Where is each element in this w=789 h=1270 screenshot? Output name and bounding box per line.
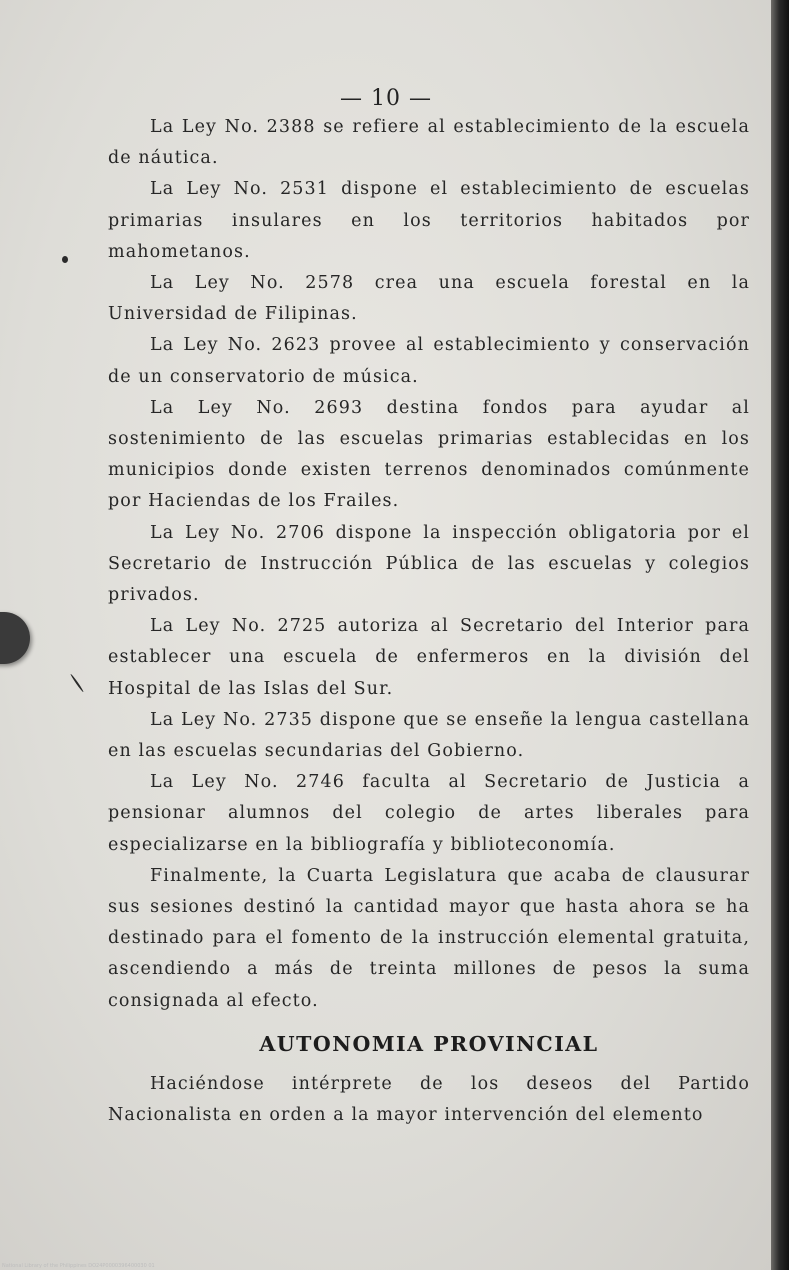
paragraph-ley-2706: La Ley No. 2706 dispone la inspección obligatoria por el Secretario de Instrucción Pública de las escuelas y colegios privados.: [108, 522, 750, 606]
paragraph-ley-2725: La Ley No. 2725 autoriza al Secretario del Interior para establecer una escuela de enfermeros en la división del Hospital de las Islas del Sur.: [108, 616, 750, 699]
ink-speck: [62, 256, 68, 263]
ink-scratch: [70, 673, 84, 692]
paragraph-finalmente: Finalmente, la Cuarta Legislatura que acaba de clausurar sus sesiones destinó la cantidad mayor que hasta ahora se ha destinado para el fomento de la instrucción elemental gratuita, ascendiendo a más de treinta millones de pesos la suma consignada al efecto.: [108, 865, 750, 1011]
body-text: [108, 112, 750, 1132]
paragraph-haciendose: Haciéndose intérprete de los deseos del Partido Nacionalista en orden a la mayor intervención del elemento: [108, 1074, 750, 1126]
binding-hole: [0, 612, 30, 664]
paragraph-ley-2388: La Ley No. 2388 se refiere al establecimiento de la escuela de náutica.: [108, 117, 750, 169]
footer-caption: National Library of the Philippines DO24P0000396400030 01: [2, 1263, 155, 1269]
paragraph-ley-2746: La Ley No. 2746 faculta al Secretario de Justicia a pensionar alumnos del colegio de artes liberales para especializarse en la bibliografía y biblioteconomía.: [108, 772, 750, 855]
paragraph-ley-2623: La Ley No. 2623 provee al establecimiento y conservación de un conservatorio de música.: [108, 335, 750, 387]
paragraph-ley-2693: La Ley No. 2693 destina fondos para ayudar al sostenimiento de las escuelas primarias establecidas en los municipios donde existen terrenos denominados comúnmente por Haciendas de los Frailes.: [108, 397, 750, 512]
paragraph-ley-2735: La Ley No. 2735 dispone que se enseñe la lengua castellana en las escuelas secundarias del Gobierno.: [108, 709, 750, 762]
paragraph-ley-2578: La Ley No. 2578 crea una escuela forestal en la Universidad de Filipinas.: [108, 273, 750, 325]
paragraph-ley-2531: La Ley No. 2531 dispone el establecimiento de escuelas primarias insulares en los territorios habitados por mahometanos.: [108, 179, 750, 262]
section-heading: AUTONOMIA PROVINCIAL: [259, 1031, 599, 1056]
page-number: — 10 —: [340, 86, 432, 111]
book-spine-shadow: [771, 0, 789, 1270]
